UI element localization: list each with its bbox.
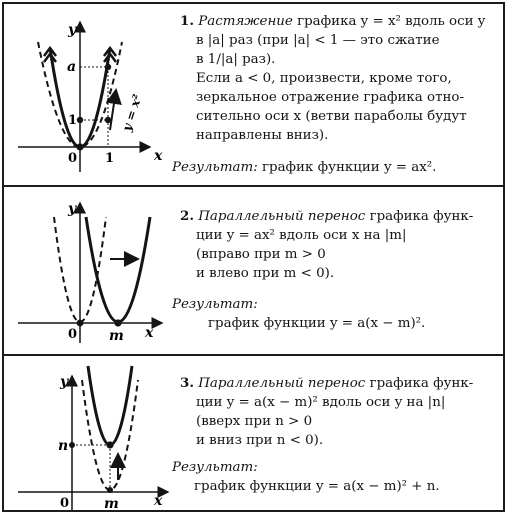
x-axis-label: x [154,493,163,509]
tick-y-a: a [67,59,77,75]
section-2-result [172,295,497,333]
section-line: ции y = a(x − m)² вдоль оси y на |n| [196,395,446,410]
section-line: сительно оси x (ветви параболы будут [196,109,467,124]
point-a [105,64,111,70]
parabola-shifted [88,366,132,445]
reference-table [2,2,505,512]
section-line: ции y = ax² вдоль оси x на |m| [196,228,407,243]
vertex-m [114,319,121,326]
section-line: направлены вниз). [196,128,329,143]
result-label: Результат: [172,297,258,312]
section-lead: Растяжение [198,14,293,29]
section-line: (вправо при m > 0 [196,247,326,262]
section-line: графика функ- [369,209,474,224]
y-axis-label: y [68,201,77,217]
result-text: график функции y = ax². [261,160,437,175]
section-2-text [180,207,497,283]
result-label: Результат: [172,160,258,175]
section-3-text [180,374,497,450]
origin-label: 0 [68,327,78,342]
plot-stretch [10,12,170,177]
vertex-origin [76,143,83,150]
curve-label: y = x² [119,92,145,133]
section-line: в |a| раз (при |a| < 1 — это сжатие [196,33,440,48]
tick-x-1: 1 [105,151,115,166]
section-1 [4,4,503,187]
section-line: графика y = x² вдоль оси y [297,14,486,29]
tick-n: n [58,438,69,454]
parabola-shifted [86,217,150,322]
section-number: 2. [180,208,194,224]
section-1-text [180,12,497,145]
x-axis-label: x [145,325,154,341]
y-axis-label: y [68,22,77,38]
section-line: графика функ- [369,376,474,391]
section-lead: Параллельный перенос [198,209,366,224]
section-line: (вверх при n > 0 [196,414,313,429]
result-text: график функции y = a(x − m)² + n. [194,479,440,494]
tick-y-1: 1 [68,113,78,128]
section-2 [4,187,503,354]
section-line: зеркальное отражение графика отно- [196,90,464,105]
section-number: 1. [180,13,194,29]
result-label: Результат: [172,460,258,475]
result-text: график функции y = a(x − m)². [208,316,426,331]
origin-label: 0 [60,496,70,510]
tick-m: m [109,328,124,344]
section-line: Если a < 0, произвести, кроме того, [196,71,452,86]
vertex-mn [106,441,113,448]
section-3-result [172,458,497,496]
tick-m: m [104,496,119,510]
section-number: 3. [180,375,194,391]
section-1-result [172,158,497,177]
plot-shift-x [10,195,175,347]
plot-shift-y [10,362,175,510]
section-line: и влево при m < 0). [196,266,335,281]
section-lead: Параллельный перенос [198,376,366,391]
origin-label: 0 [68,151,78,166]
section-3 [4,356,503,512]
y-axis-label: y [60,374,69,390]
x-axis-label: x [154,148,163,164]
section-line: в 1/|a| раз). [196,52,276,67]
section-line: и вниз при n < 0). [196,433,324,448]
